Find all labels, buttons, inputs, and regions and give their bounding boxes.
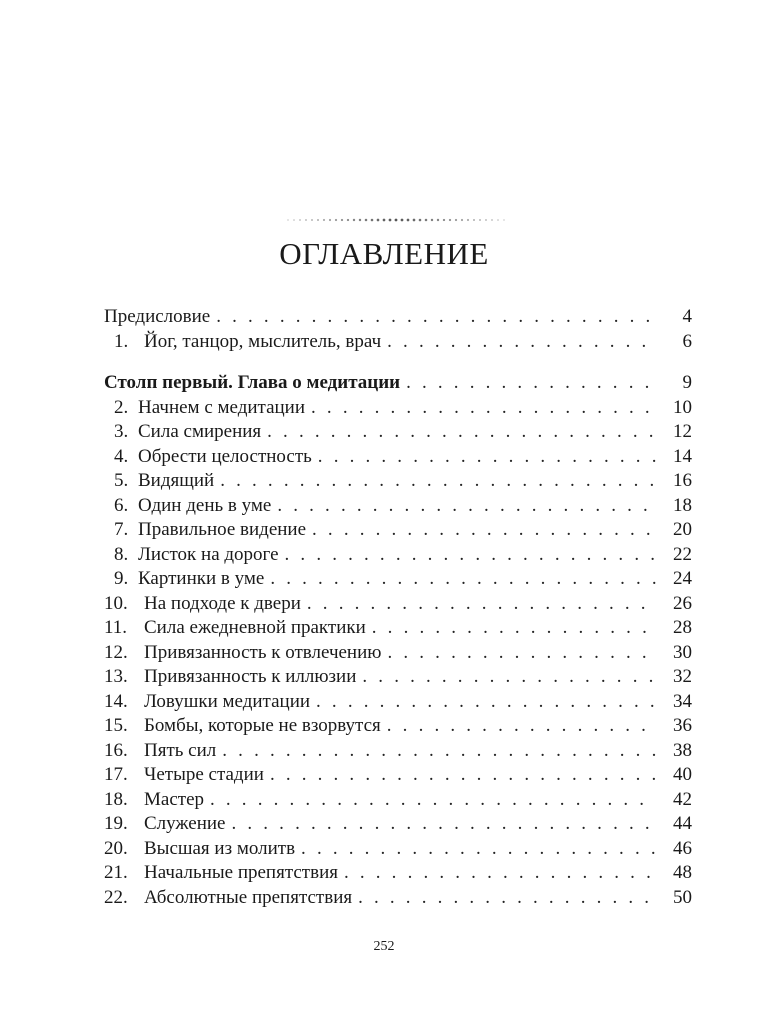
toc-entry <box>104 494 692 519</box>
dot-leader <box>362 665 656 690</box>
toc-entry-label: Бомбы, которые не взорвутся <box>144 715 381 736</box>
toc-entry-page: 4 <box>682 306 692 327</box>
dot-leader <box>301 837 656 862</box>
ornament-dot <box>449 219 451 221</box>
toc-entry <box>104 886 692 911</box>
toc-entry-page: 42 <box>673 788 692 810</box>
toc-entry <box>104 305 692 330</box>
dot-leader <box>222 739 656 764</box>
dot-leader <box>387 714 656 739</box>
toc-entry <box>104 690 692 715</box>
toc-entry <box>104 641 692 666</box>
ornament-dot <box>413 219 416 222</box>
dot-leader <box>387 330 656 355</box>
ornament-dot <box>359 219 361 221</box>
ornament-dot <box>395 219 398 222</box>
toc-entry-label: Начальные препятствия <box>144 862 338 883</box>
toc-entry-page: 44 <box>673 813 692 834</box>
toc-entry-number: 1. <box>114 330 129 352</box>
toc-entry-label: Картинки в уме <box>138 568 265 589</box>
ornament-dot <box>455 219 457 221</box>
dot-leader <box>231 812 656 837</box>
dot-leader <box>270 567 656 592</box>
dotted-divider-ornament <box>284 216 508 224</box>
dot-leader <box>311 396 656 421</box>
ornament-dot <box>461 219 463 221</box>
toc-entry-page: 34 <box>673 690 692 712</box>
ornament-dot <box>485 219 487 221</box>
dot-leader <box>277 494 656 519</box>
table-of-contents <box>104 305 692 910</box>
ornament-dot <box>323 219 325 221</box>
toc-preface-group <box>104 305 692 354</box>
toc-section-label: Столп первый. Глава о медитации <box>104 372 401 393</box>
toc-section-heading <box>104 371 692 396</box>
toc-entry <box>104 330 692 355</box>
toc-entry-number: 12. <box>104 641 128 663</box>
ornament-dot <box>299 219 301 221</box>
dot-leader <box>406 371 656 396</box>
toc-entry-page: 50 <box>673 886 692 908</box>
toc-entry-page: 18 <box>673 494 692 516</box>
toc-entry <box>104 567 692 592</box>
toc-entry-page: 20 <box>673 519 692 540</box>
toc-entry <box>104 518 692 543</box>
toc-entry <box>104 420 692 445</box>
toc-entry-label: Один день в уме <box>138 494 272 516</box>
toc-entry-page: 32 <box>673 666 692 687</box>
dot-leader <box>267 420 656 445</box>
toc-entry-page: 40 <box>673 764 692 785</box>
toc-entry-page: 12 <box>673 421 692 442</box>
dot-leader <box>307 592 656 617</box>
toc-entry-number: 11. <box>104 617 128 638</box>
toc-entry-number: 21. <box>104 862 128 883</box>
toc-section-page: 9 <box>682 372 692 393</box>
toc-entry-label: Листок на дороге <box>138 543 279 565</box>
toc-entry <box>104 837 692 862</box>
ornament-dot <box>371 219 374 222</box>
toc-entry-label: Начнем с медитации <box>138 396 306 418</box>
dot-leader <box>318 445 656 470</box>
toc-entry-label: Привязанность к отвлечению <box>144 641 382 663</box>
ornament-dot <box>287 219 289 221</box>
toc-entry-number: 17. <box>104 764 128 785</box>
toc-entry-label: Четыре стадии <box>144 764 264 785</box>
ornament-dot <box>293 219 295 221</box>
ornament-dot <box>479 219 481 221</box>
dot-leader <box>372 616 656 641</box>
toc-entry <box>104 788 692 813</box>
dot-leader <box>387 641 656 666</box>
dot-leader <box>210 788 656 813</box>
dot-leader <box>358 886 656 911</box>
ornament-dot <box>407 219 410 222</box>
ornament-dot <box>497 219 499 221</box>
toc-entry-label: Пять сил <box>144 739 217 761</box>
toc-entry-number: 19. <box>104 813 128 834</box>
ornament-dot <box>353 219 355 221</box>
ornament-dot <box>437 219 439 221</box>
ornament-dot <box>329 219 331 221</box>
toc-entry-label: Сила ежедневной практики <box>144 617 366 638</box>
ornament-dot <box>473 219 475 221</box>
toc-entry-page: 22 <box>673 543 692 565</box>
toc-entry-page: 36 <box>673 715 692 736</box>
toc-entry-number: 13. <box>104 666 128 687</box>
toc-entry-page: 14 <box>673 445 692 467</box>
toc-entry-number: 3. <box>114 421 129 442</box>
toc-entry-number: 18. <box>104 788 128 810</box>
toc-entry-label: Ловушки медитации <box>144 690 311 712</box>
dot-leader <box>285 543 656 568</box>
toc-entry-number: 2. <box>114 396 129 418</box>
toc-entry-label: Привязанность к иллюзии <box>144 666 357 687</box>
toc-entry <box>104 616 692 641</box>
toc-entry-number: 15. <box>104 715 128 736</box>
toc-entry-number: 7. <box>114 519 129 540</box>
toc-entry-number: 22. <box>104 886 128 908</box>
toc-entry-page: 46 <box>673 837 692 859</box>
toc-entry <box>104 445 692 470</box>
dot-leader <box>316 690 656 715</box>
ornament-dot <box>491 219 493 221</box>
dot-leader <box>312 518 656 543</box>
toc-entry-number: 6. <box>114 494 129 516</box>
ornament-dot <box>401 219 404 222</box>
ornament-dot <box>347 219 349 221</box>
page-title: ОГЛАВЛЕНИЕ <box>279 236 489 271</box>
toc-entry-page: 38 <box>673 739 692 761</box>
toc-entry-page: 28 <box>673 617 692 638</box>
toc-entry-label: Сила смирения <box>138 421 262 442</box>
toc-entry-number: 8. <box>114 543 129 565</box>
toc-entry-number: 10. <box>104 592 128 614</box>
ornament-dot <box>431 219 433 221</box>
dot-leader <box>344 861 656 886</box>
toc-entry-page: 16 <box>673 470 692 491</box>
toc-entry-label: Предисловие <box>104 306 211 327</box>
toc-entry-label: На подходе к двери <box>144 592 301 614</box>
toc-entry-number: 5. <box>114 470 129 491</box>
toc-entry-number: 14. <box>104 690 128 712</box>
toc-entry <box>104 592 692 617</box>
ornament-dot <box>425 219 428 222</box>
toc-entry-number: 20. <box>104 837 128 859</box>
toc-entry-page: 6 <box>682 330 692 352</box>
ornament-dot <box>467 219 469 221</box>
toc-entry-page: 24 <box>673 568 692 589</box>
toc-entry-number: 4. <box>114 445 129 467</box>
toc-entry-label: Видящий <box>138 470 215 491</box>
toc-entry <box>104 665 692 690</box>
toc-entry <box>104 543 692 568</box>
toc-entry <box>104 396 692 421</box>
page-number: 252 <box>373 939 395 954</box>
ornament-dot <box>335 219 337 221</box>
dot-leader <box>270 763 656 788</box>
toc-entry <box>104 739 692 764</box>
dot-leader <box>216 305 656 330</box>
toc-entry-label: Абсолютные препятствия <box>144 886 353 908</box>
ornament-dot <box>383 219 386 222</box>
ornament-dot <box>377 219 380 222</box>
ornament-dot <box>305 219 307 221</box>
ornament-dot <box>311 219 313 221</box>
toc-entry <box>104 861 692 886</box>
toc-entry-label: Обрести целостность <box>138 445 312 467</box>
toc-entry-label: Йог, танцор, мыслитель, врач <box>144 330 382 352</box>
ornament-dot <box>419 219 422 222</box>
toc-entry-label: Высшая из молитв <box>144 837 296 859</box>
toc-section-group <box>104 371 692 910</box>
toc-entry <box>104 763 692 788</box>
ornament-dot <box>317 219 319 221</box>
toc-entry-page: 30 <box>673 641 692 663</box>
toc-entry-label: Мастер <box>144 788 204 810</box>
toc-chapter-list <box>104 396 692 911</box>
toc-entry-page: 26 <box>673 592 692 614</box>
ornament-dot <box>341 219 343 221</box>
toc-entry <box>104 469 692 494</box>
toc-entry-label: Служение <box>144 813 226 834</box>
toc-entry-number: 16. <box>104 739 128 761</box>
toc-entry-page: 10 <box>673 396 692 418</box>
ornament-dot <box>443 219 445 221</box>
dot-leader <box>220 469 656 494</box>
toc-entry <box>104 714 692 739</box>
toc-entry <box>104 812 692 837</box>
ornament-dot <box>365 219 368 222</box>
toc-entry-number: 9. <box>114 568 129 589</box>
ornament-dot <box>389 219 392 222</box>
toc-entry-label: Правильное видение <box>138 519 307 540</box>
ornament-dot <box>503 219 505 221</box>
toc-entry-page: 48 <box>673 862 692 883</box>
